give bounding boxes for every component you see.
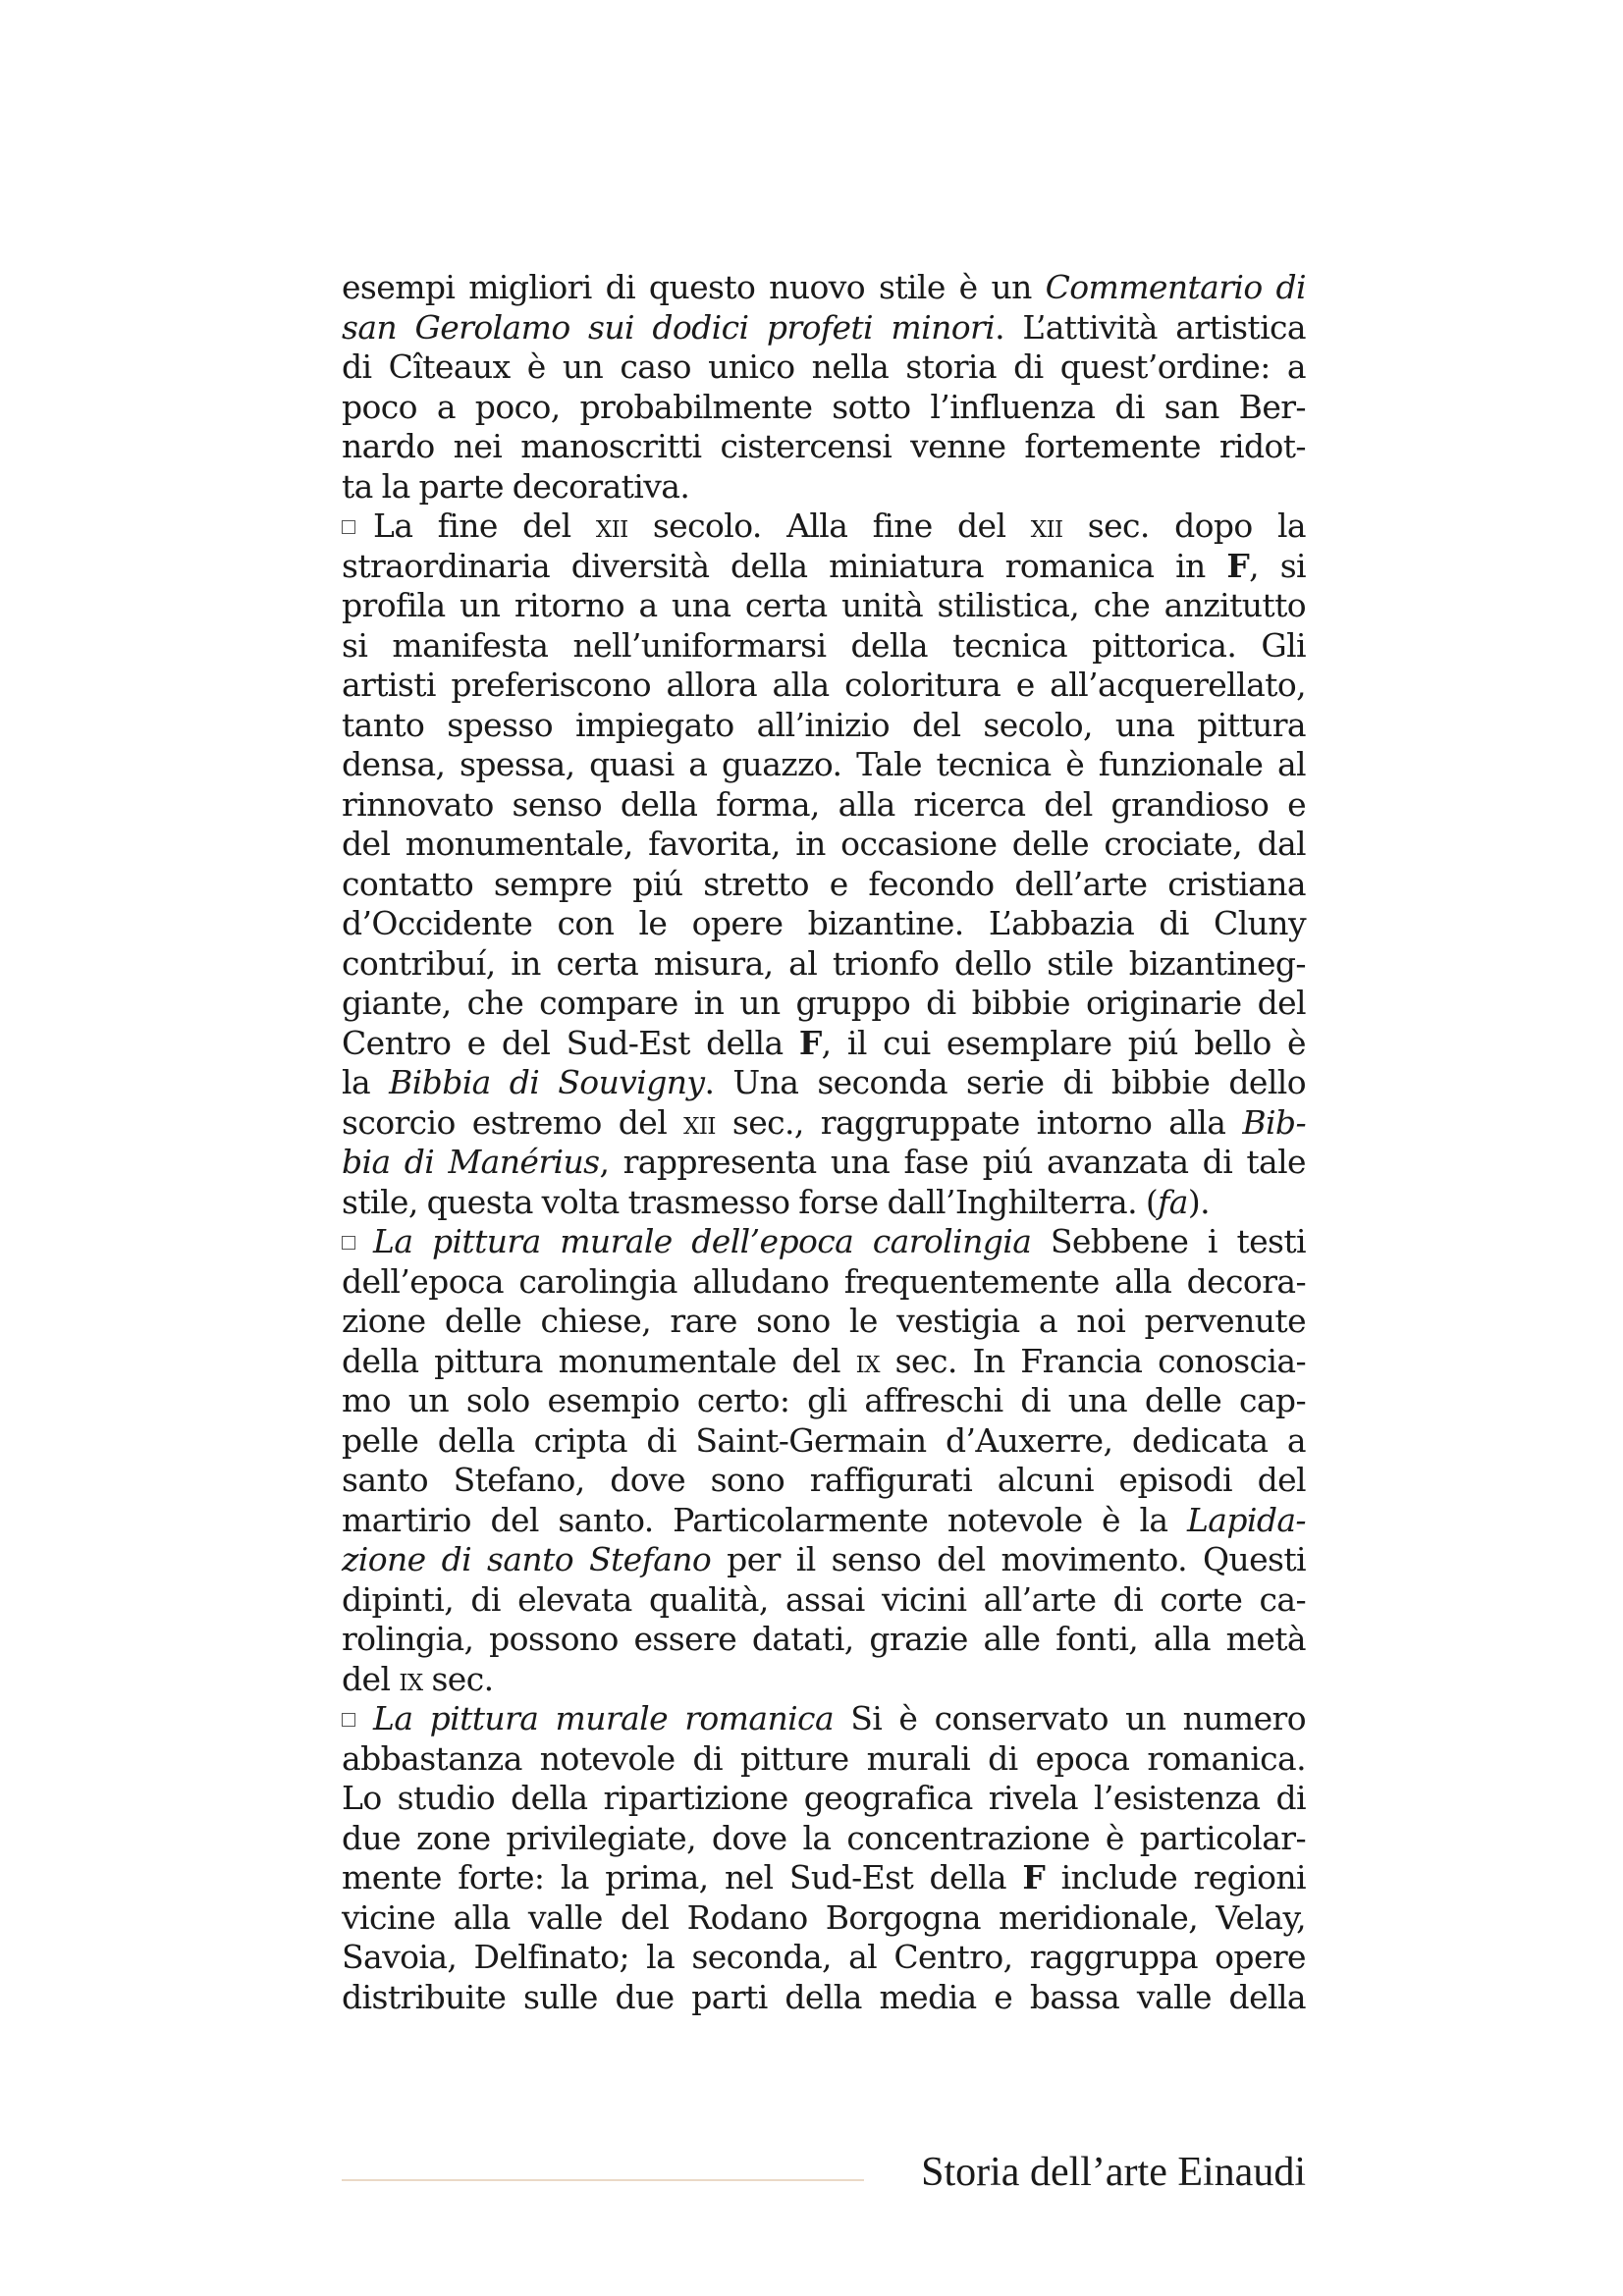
text-line: due zone privilegiate, dove la concentrazione è particolar- (342, 1818, 1306, 1857)
text-line: del ix sec. (342, 1659, 494, 1698)
text-line: scorcio estremo del xii sec., raggruppate intorno alla Bib- (342, 1102, 1306, 1142)
text-line: Centro e del Sud-Est della F, il cui esemplare piú bello è (342, 1023, 1306, 1062)
text-line: d’Occidente con le opere bizantine. L’abbazia di Cluny (342, 904, 1306, 942)
text-line: densa, spessa, quasi a guazzo. Tale tecnica è funzionale al (342, 745, 1306, 783)
text-line: pelle della cripta di Saint-Germain d’Auxerre, dedicata a (342, 1420, 1306, 1460)
text-line: esempi migliori di questo nuovo stile è un Commentario di (342, 268, 1306, 306)
text-line: Lo studio della ripartizione geografica rivela l’esistenza di (342, 1779, 1306, 1817)
text-line: dell’epoca carolingia alludano frequentemente alla decora- (342, 1261, 1306, 1301)
text-line: poco a poco, probabilmente sotto l’influenza di san Ber- (342, 387, 1306, 426)
text-line: rolingia, possono essere datati, grazie alle fonti, alla metà (342, 1620, 1306, 1658)
text-line: mo un solo esempio certo: gli affreschi di una delle cap- (342, 1381, 1306, 1419)
text-line: tanto spesso impiegato all’inizio del secolo, una pittura (342, 705, 1306, 744)
text-line: contribuí, in certa misura, al trionfo dello stile bizantineg- (342, 943, 1306, 983)
page-footer (342, 2148, 1306, 2197)
text-line: La pittura murale dell’epoca carolingia Sebbene i testi (342, 1222, 1306, 1262)
text-line: profila un ritorno a una certa unità stilistica, che anzitutto (342, 586, 1306, 624)
footer-rule (342, 2179, 864, 2181)
text-line: ta la parte decorativa. (342, 466, 690, 506)
text-line: martirio del santo. Particolarmente notevole è la Lapida- (342, 1500, 1306, 1539)
text-line: dipinti, di elevata qualità, assai vicini all’arte di corte ca- (342, 1579, 1306, 1619)
text-line: distribuite sulle due parti della media e bassa valle della (342, 1977, 1306, 2016)
text-line: la Bibbia di Souvigny. Una seconda serie di bibbie dello (342, 1063, 1306, 1101)
text-line: stile, questa volta trasmesso forse dall’Inghilterra. (fa). (342, 1182, 1210, 1221)
section-marker-icon (342, 1236, 355, 1250)
text-line: abbastanza notevole di pitture murali di epoca romanica. (342, 1738, 1306, 1778)
text-line: straordinaria diversità della miniatura romanica in F, si (342, 546, 1306, 585)
text-line: zione di santo Stefano per il senso del movimento. Questi (342, 1540, 1306, 1578)
text-line: contatto sempre piú stretto e fecondo dell’arte cristiana (342, 864, 1306, 903)
text-line: della pittura monumentale del ix sec. In Francia conoscia- (342, 1341, 1306, 1380)
text-line: La fine del xii secolo. Alla fine del xii sec. dopo la (342, 507, 1306, 547)
text-line: bia di Manérius, rappresenta una fase piú avanzata di tale (342, 1143, 1306, 1181)
footer-publisher-title: Storia dell’arte Einaudi (921, 2150, 1306, 2195)
body-text (342, 268, 1306, 2017)
text-line: del monumentale, favorita, in occasione delle crociate, dal (342, 825, 1306, 863)
text-line: zione delle chiese, rare sono le vestigia a noi pervenute (342, 1302, 1306, 1340)
text-line: nardo nei manoscritti cistercensi venne fortemente ridot- (342, 427, 1306, 465)
text-line: rinnovato senso della forma, alla ricerca del grandioso e (342, 784, 1306, 824)
text-line: si manifesta nell’uniformarsi della tecnica pittorica. Gli (342, 625, 1306, 665)
text-line: san Gerolamo sui dodici profeti minori. L’attività artistica (342, 307, 1306, 347)
text-line: santo Stefano, dove sono raffigurati alcuni episodi del (342, 1461, 1306, 1499)
section-marker-icon (342, 1713, 355, 1727)
text-line: giante, che compare in un gruppo di bibbie originarie del (342, 984, 1306, 1022)
text-line: La pittura murale romanica Si è conservato un numero (342, 1699, 1306, 1739)
text-line: mente forte: la prima, nel Sud-Est della F include regioni (342, 1858, 1306, 1896)
section-marker-icon (342, 520, 355, 534)
text-line: Savoia, Delfinato; la seconda, al Centro, raggruppa opere (342, 1938, 1306, 1976)
text-line: artisti preferiscono allora alla coloritura e all’acquerellato, (342, 666, 1306, 704)
text-line: vicine alla valle del Rodano Borgogna meridionale, Velay, (342, 1897, 1306, 1937)
text-line: di Cîteaux è un caso unico nella storia di quest’ordine: a (342, 347, 1306, 386)
